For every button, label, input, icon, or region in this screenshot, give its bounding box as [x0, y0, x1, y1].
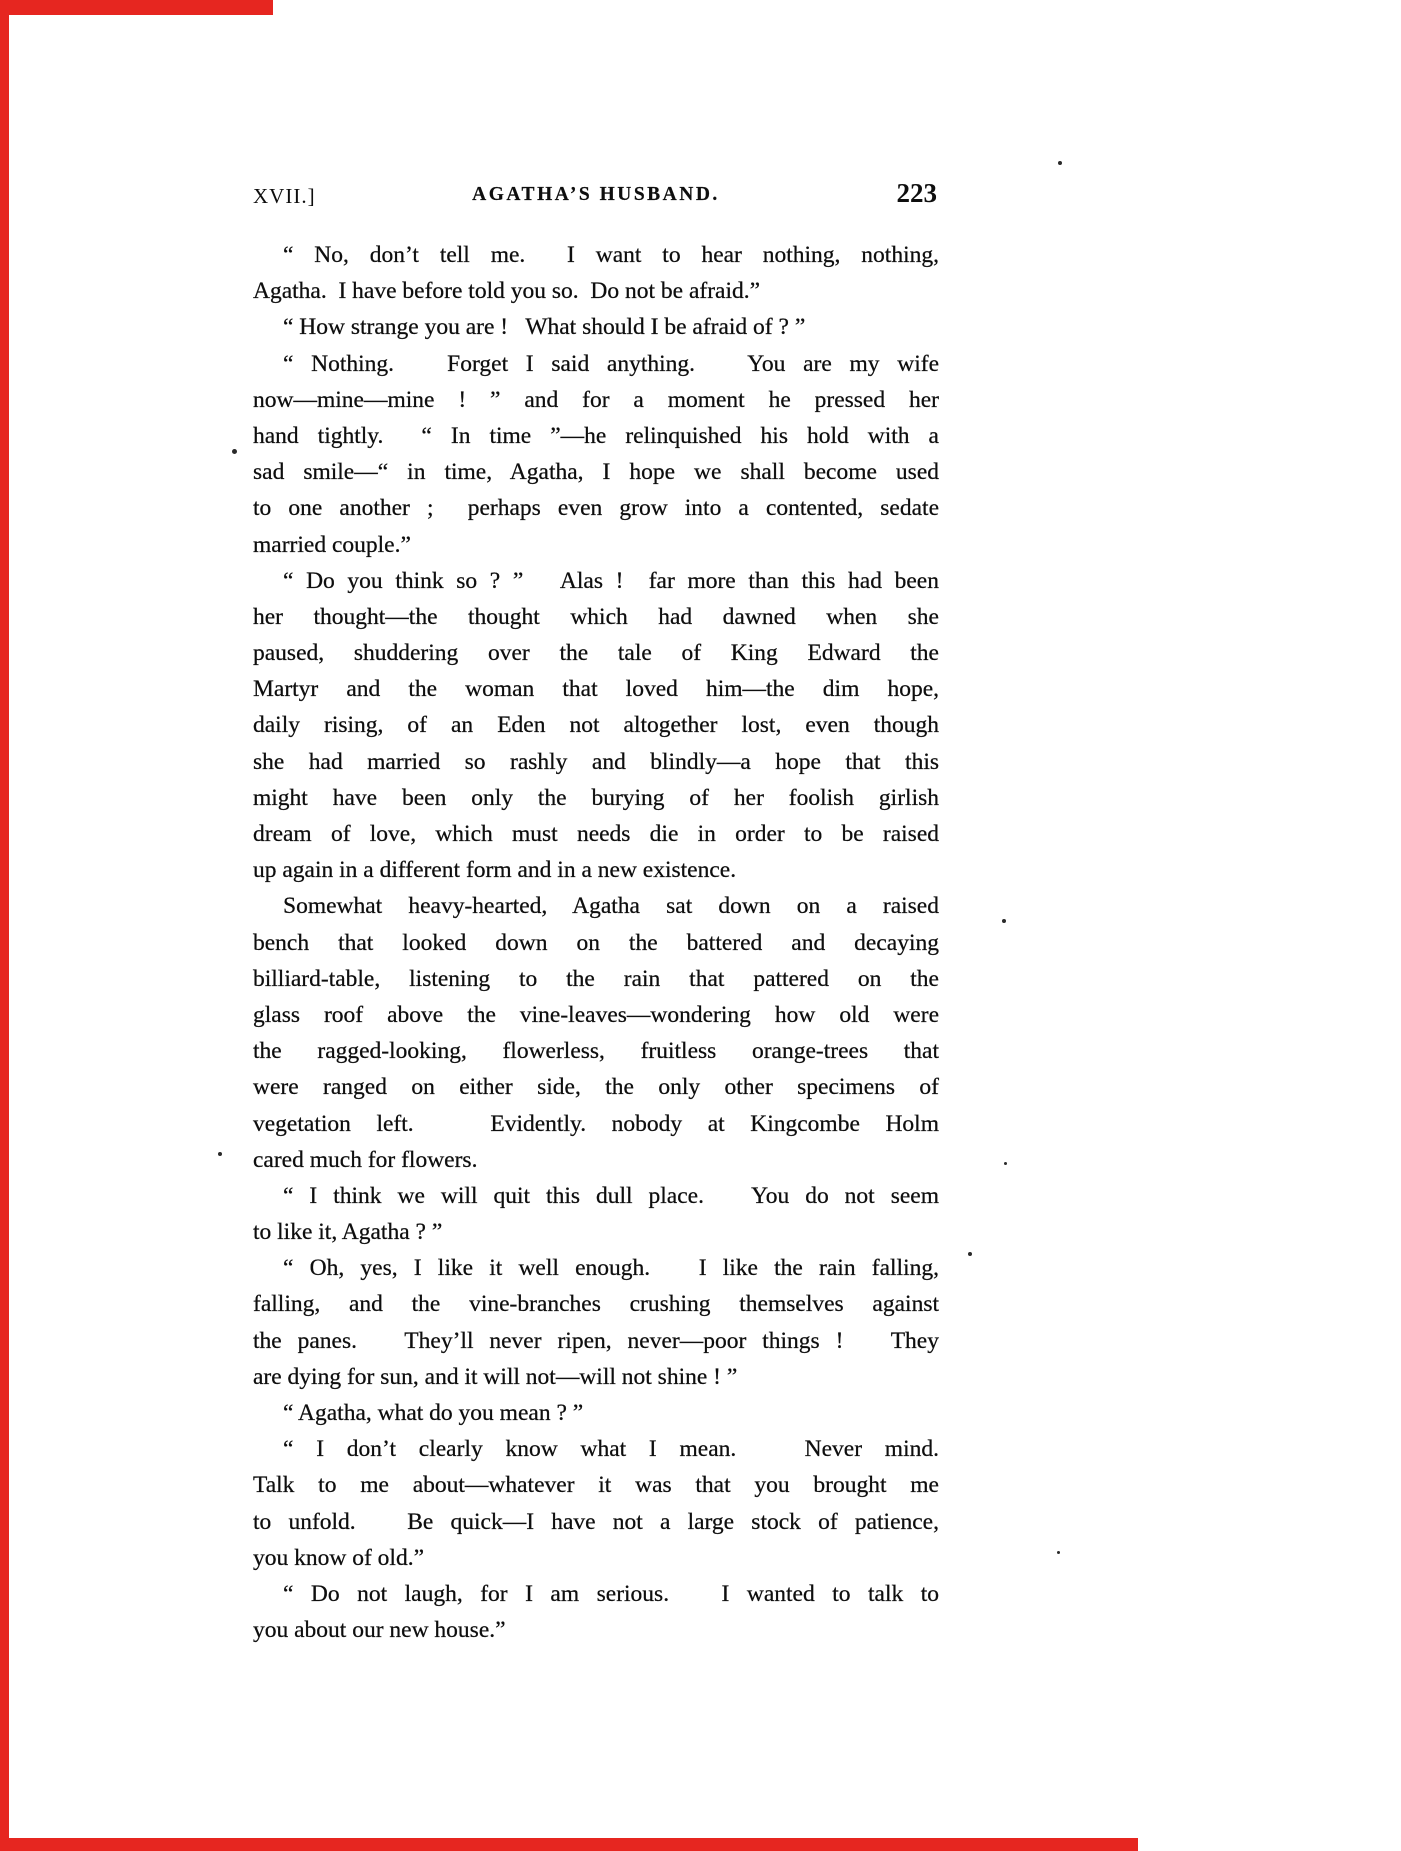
- scan-edge-top: [0, 0, 273, 15]
- text-line: glass roof above the vine-leaves—wondering how old were: [253, 1001, 939, 1028]
- text-line: “ I think we will quit this dull place. You do not seem: [283, 1182, 939, 1209]
- scan-speck: [968, 1252, 972, 1256]
- text-line: to like it, Agatha ? ”: [253, 1219, 443, 1246]
- text-line: Talk to me about—whatever it was that you brought me: [253, 1472, 939, 1499]
- text-line: “ I don’t clearly know what I mean. Never mind.: [283, 1436, 939, 1463]
- scan-edge-left: [0, 0, 9, 1851]
- text-line: the panes. They’ll never ripen, never—poor things ! They: [253, 1327, 939, 1354]
- text-line: hand tightly. “ In time ”—he relinquished his hold with a: [253, 422, 939, 449]
- text-line: “ Do you think so ? ” Alas ! far more than this had been: [283, 567, 939, 594]
- text-line: “ Agatha, what do you mean ? ”: [283, 1400, 584, 1426]
- page-number: 223: [896, 178, 937, 208]
- text-line: up again in a different form and in a new existence.: [253, 857, 737, 884]
- text-line: she had married so rashly and blindly—a hope that this: [253, 748, 939, 775]
- text-line: to unfold. Be quick—I have not a large stock of patience,: [253, 1508, 939, 1535]
- running-title: AGATHA’S HUSBAND.: [472, 184, 720, 205]
- page-header: [253, 178, 939, 212]
- scan-speck: [232, 449, 237, 454]
- text-line: paused, shuddering over the tale of King Edward the: [253, 640, 939, 667]
- text-line: are dying for sun, and it will not—will not shine ! ”: [253, 1363, 738, 1390]
- text-line: sad smile—“ in time, Agatha, I hope we shall become used: [253, 459, 939, 486]
- scan-speck: [218, 1152, 222, 1156]
- text-line: you about our new house.”: [253, 1617, 506, 1644]
- chapter-label: XVII.]: [253, 184, 316, 208]
- text-line: “ Oh, yes, I like it well enough. I like the rain falling,: [283, 1255, 939, 1282]
- text-line: you know of old.”: [253, 1544, 425, 1571]
- text-line: daily rising, of an Eden not altogether lost, even though: [253, 712, 939, 739]
- text-line: married couple.”: [253, 531, 411, 558]
- text-line: Martyr and the woman that loved him—the dim hope,: [253, 676, 939, 703]
- scan-speck: [1002, 919, 1006, 923]
- scan-edge-bottom: [0, 1838, 1138, 1851]
- text-line: “ No, don’t tell me. I want to hear nothing, nothing,: [283, 242, 939, 268]
- text-line: her thought—the thought which had dawned when she: [253, 603, 939, 630]
- text-line: “ How strange you are ! What should I be afraid of ? ”: [283, 314, 806, 341]
- text-line: falling, and the vine-branches crushing themselves against: [253, 1291, 939, 1318]
- text-line: bench that looked down on the battered and decaying: [253, 929, 939, 956]
- scan-speck: [1058, 161, 1062, 165]
- text-line: were ranged on either side, the only other specimens of: [253, 1074, 939, 1101]
- scan-speck: [1004, 1162, 1007, 1165]
- text-line: Somewhat heavy-hearted, Agatha sat down on a raised: [283, 893, 939, 920]
- text-line: dream of love, which must needs die in order to be raised: [253, 821, 939, 847]
- text-line: Agatha. I have before told you so. Do not be afraid.”: [253, 278, 761, 305]
- text-line: billiard-table, listening to the rain that pattered on the: [253, 965, 939, 992]
- text-line: “ Nothing. Forget I said anything. You are my wife: [283, 350, 939, 377]
- text-line: vegetation left. Evidently. nobody at Kingcombe Holm: [253, 1110, 939, 1137]
- text-line: cared much for flowers.: [253, 1146, 478, 1173]
- scan-speck: [1057, 1551, 1060, 1554]
- page-text: [253, 237, 939, 1648]
- text-line: now—mine—mine ! ” and for a moment he pressed her: [253, 386, 939, 413]
- text-line: to one another ; perhaps even grow into a contented, sedate: [253, 495, 939, 522]
- text-line: “ Do not laugh, for I am serious. I wanted to talk to: [283, 1580, 939, 1607]
- text-line: the ragged-looking, flowerless, fruitless orange-trees that: [253, 1038, 939, 1065]
- text-line: might have been only the burying of her foolish girlish: [253, 784, 939, 811]
